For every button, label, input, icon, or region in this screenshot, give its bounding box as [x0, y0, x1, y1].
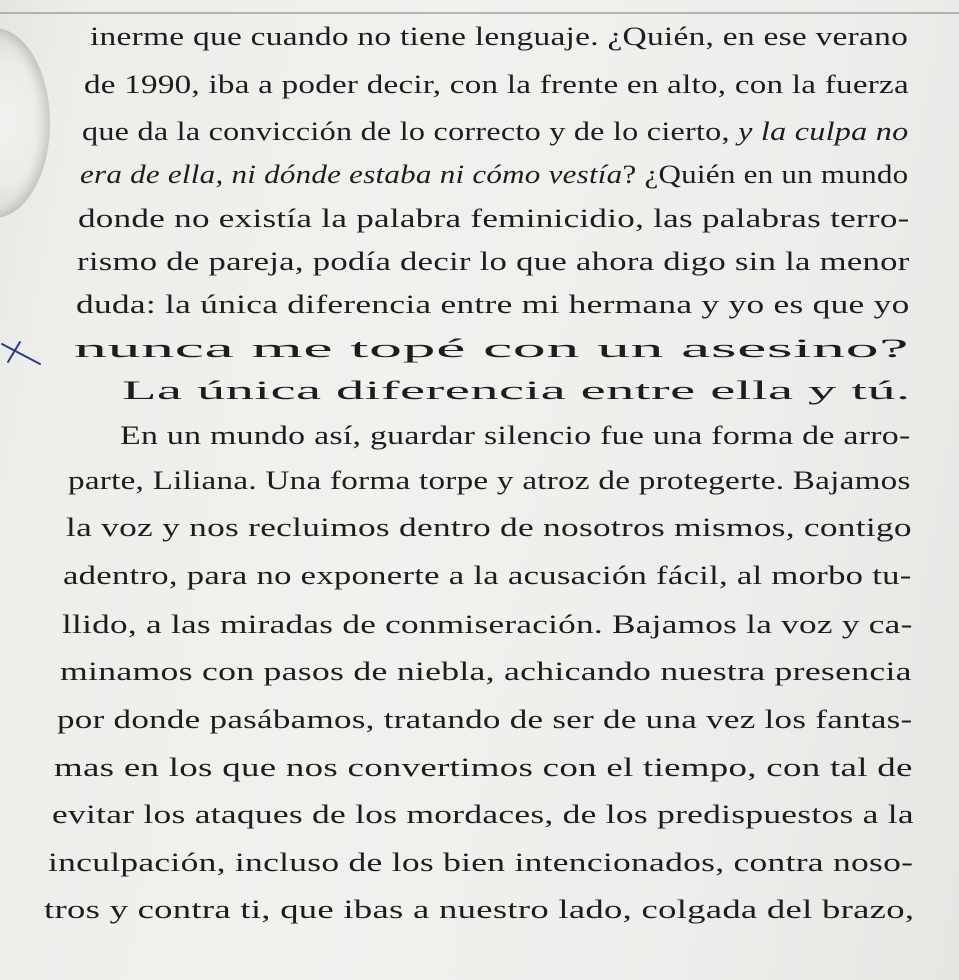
- text-line: donde no existía la palabra feminicidio, las palabras terro-: [78, 204, 910, 233]
- text-line: por donde pasábamos, tratando de ser de una vez los fantas-: [57, 705, 913, 734]
- text-line: inculpación, incluso de los bien intencionados, contra noso-: [48, 848, 914, 877]
- text-line: de 1990, iba a poder decir, con la frente en alto, con la fuerza: [84, 70, 909, 99]
- line-italic: era de ella, ni dónde estaba ni cómo vestía: [80, 160, 623, 189]
- text-line: minamos con pasos de niebla, achicando nuestra presencia: [60, 657, 912, 686]
- text-line: La única diferencia entre ella y tú.: [122, 376, 911, 405]
- text-line: tros y contra ti, que ibas a nuestro lado, colgada del brazo,: [44, 895, 915, 924]
- text-line: rismo de pareja, podía decir lo que ahora digo sin la menor: [77, 247, 910, 276]
- text-line: mas en los que nos convertimos con el tiempo, con tal de: [54, 753, 913, 782]
- line-roman: ? ¿Quién en un mundo: [622, 160, 909, 189]
- line-roman: que da la convicción de lo correcto y de lo cierto,: [82, 117, 739, 146]
- text-line: [80, 160, 908, 190]
- text-line: llido, a las miradas de conmiseración. Bajamos la voz y ca-: [62, 610, 913, 639]
- text-line: parte, Liliana. Una forma torpe y atroz de protegerte. Bajamos: [68, 466, 911, 495]
- text-line: duda: la única diferencia entre mi hermana y yo es que yo: [76, 290, 910, 319]
- text-line: la voz y nos recluimos dentro de nosotros mismos, contigo: [66, 513, 912, 542]
- text-line: inerme que cuando no tiene lenguaje. ¿Quién, en ese verano: [90, 22, 909, 51]
- text-line: [82, 117, 908, 147]
- text-line: nunca me topé con un asesino?: [74, 334, 909, 363]
- text-line: adentro, para no exponerte a la acusación fácil, al morbo tu-: [63, 561, 912, 590]
- text-line: En un mundo así, guardar silencio fue una forma de arro-: [120, 421, 911, 450]
- line-italic: y la culpa no: [738, 117, 909, 146]
- text-line: evitar los ataques de los mordaces, de los predispuestos a la: [52, 800, 914, 829]
